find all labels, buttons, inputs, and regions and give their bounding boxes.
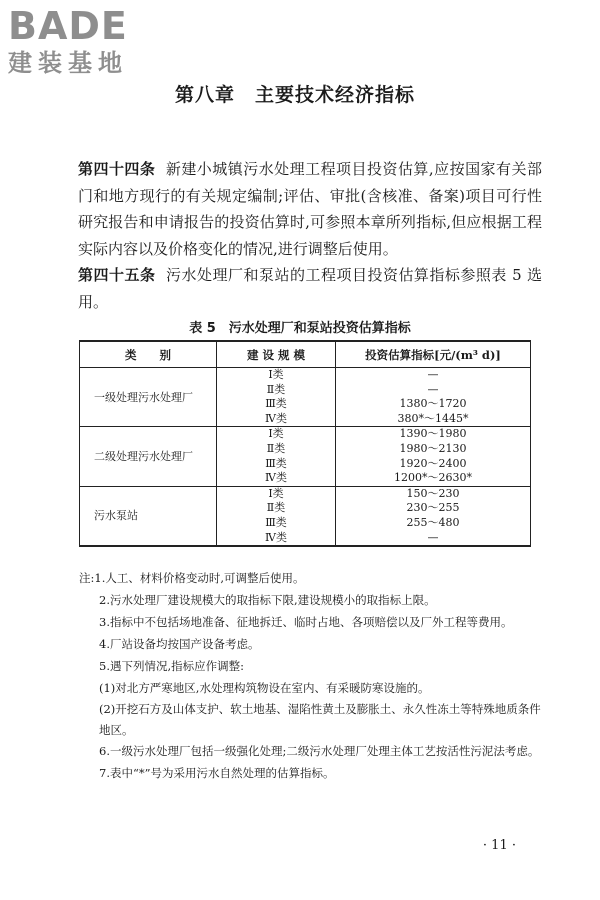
notes <box>79 567 549 784</box>
scale-cell: Ⅱ类 <box>217 501 336 516</box>
table-row <box>80 486 531 501</box>
investment-table <box>79 340 531 547</box>
logo-brand: BADE <box>8 4 128 48</box>
scale-cell: Ⅱ类 <box>217 383 336 398</box>
article-44 <box>78 156 542 262</box>
page-number: · 11 · <box>482 838 516 853</box>
note-item: 7.表中“*”号为采用污水自然处理的估算指标。 <box>99 766 335 780</box>
scale-cell: Ⅳ类 <box>217 531 336 547</box>
note-item: 6.一级污水处理厂包括一级强化处理;二级污水处理厂处理主体工艺按活性污泥法考虑。 <box>99 744 540 758</box>
scale-cell: Ⅲ类 <box>217 516 336 531</box>
value-cell: 380*～1445* <box>336 412 531 427</box>
article-45 <box>78 262 542 315</box>
note-item: (1)对北方严寒地区,水处理构筑物设在室内、有采暖防寒设施的。 <box>99 681 430 695</box>
value-cell: 230～255 <box>336 501 531 516</box>
article-number: 第四十五条 <box>78 266 156 284</box>
scale-cell: Ⅰ类 <box>217 368 336 383</box>
value-cell: 255～480 <box>336 516 531 531</box>
value-cell: 150～230 <box>336 486 531 501</box>
scale-cell: Ⅳ类 <box>217 471 336 486</box>
scale-cell: Ⅲ类 <box>217 457 336 472</box>
value-cell: 1380～1720 <box>336 397 531 412</box>
value-cell: — <box>336 531 531 547</box>
scale-cell: Ⅳ类 <box>217 412 336 427</box>
chapter-title: 第八章 主要技术经济指标 <box>175 84 416 106</box>
logo <box>8 6 176 78</box>
value-cell: 1390～1980 <box>336 427 531 442</box>
table-caption: 表 5 污水处理厂和泵站投资估算指标 <box>189 321 411 336</box>
header-scale: 建 设 规 模 <box>217 341 336 368</box>
note-item: 3.指标中不包括场地准备、征地拆迁、临时占地、各项赔偿以及厂外工程等费用。 <box>99 615 513 629</box>
category-cell: 污水泵站 <box>80 486 217 546</box>
value-cell: 1980～2130 <box>336 442 531 457</box>
table-row <box>80 368 531 383</box>
note-item: 2.污水处理厂建设规模大的取指标下限,建设规模小的取指标上限。 <box>99 593 436 607</box>
header-index: 投资估算指标[元/(m³ d)] <box>336 341 531 368</box>
value-cell: 1920～2400 <box>336 457 531 472</box>
header-category: 类 别 <box>80 341 217 368</box>
scale-cell: Ⅲ类 <box>217 397 336 412</box>
value-cell: — <box>336 368 531 383</box>
value-cell: — <box>336 383 531 398</box>
category-cell: 一级处理污水处理厂 <box>80 368 217 427</box>
category-cell: 二级处理污水处理厂 <box>80 427 217 486</box>
note-item: (2)开挖石方及山体支护、软土地基、湿陷性黄土及膨胀土、永久性冻土等特殊地质条件地区。 <box>99 702 541 737</box>
note-item: 注:1.人工、材料价格变动时,可调整后使用。 <box>79 571 305 585</box>
scale-cell: Ⅰ类 <box>217 427 336 442</box>
article-text: 污水处理厂和泵站的工程项目投资估算指标参照表 5 选用。 <box>78 266 542 311</box>
value-cell: 1200*～2630* <box>336 471 531 486</box>
scale-cell: Ⅱ类 <box>217 442 336 457</box>
scale-cell: Ⅰ类 <box>217 486 336 501</box>
note-item: 5.遇下列情况,指标应作调整: <box>99 659 245 673</box>
article-number: 第四十四条 <box>78 160 156 178</box>
logo-subtitle: 建装基地 <box>8 49 128 77</box>
note-item: 4.厂站设备均按国产设备考虑。 <box>99 637 260 651</box>
table-header-row <box>80 341 531 368</box>
table-row <box>80 427 531 442</box>
article-text: 新建小城镇污水处理工程项目投资估算,应按国家有关部门和地方现行的有关规定编制;评估、审批(含核准、备案)项目可行性研究报告和申请报告的投资估算时,可参照本章所列指标,但应根据工程实际内容以及价格变化的情况,进行调整后使用。 <box>78 160 542 258</box>
